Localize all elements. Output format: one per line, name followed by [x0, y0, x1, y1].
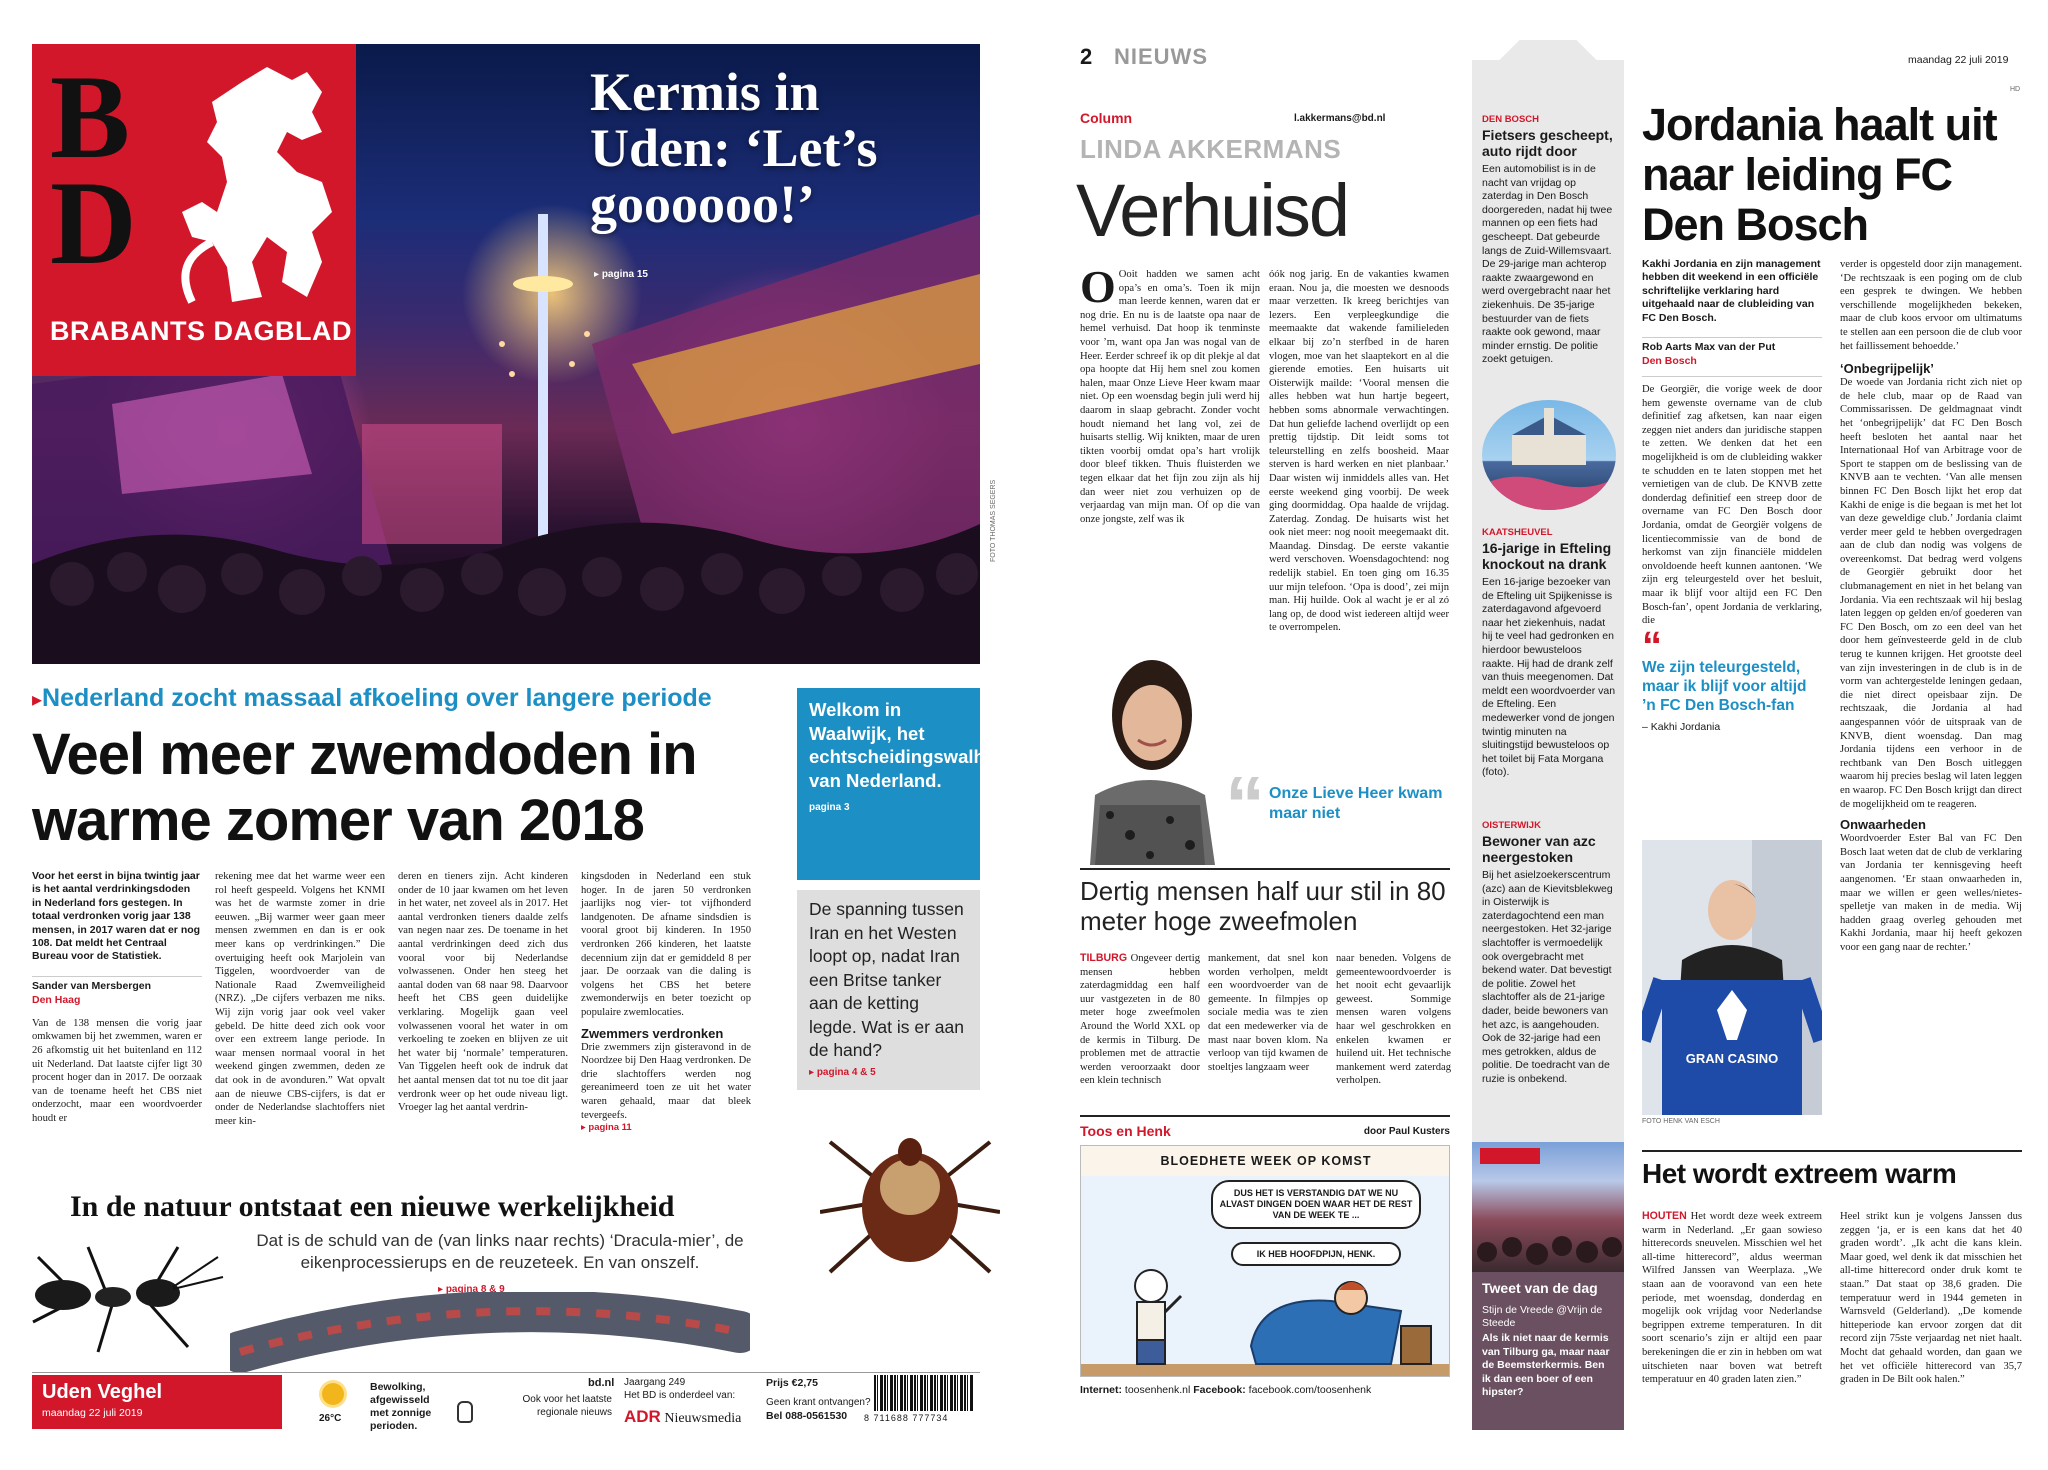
- sidebar-item-oisterwijk[interactable]: [1482, 820, 1616, 1087]
- comic-site-link[interactable]: toosenhenk.nl: [1124, 1384, 1191, 1396]
- front-article-author: Sander van Mersbergen: [32, 976, 202, 993]
- jordania-photo: [1642, 840, 1822, 1115]
- extreem-headline[interactable]: Het wordt extreem warm: [1642, 1158, 1957, 1189]
- site-sub: Ook voor het laatste regionale nieuws: [522, 1394, 612, 1418]
- site-link[interactable]: bd.nl: [588, 1377, 615, 1389]
- column-email[interactable]: l.akkermans@bd.nl: [1294, 113, 1386, 124]
- sidebar-item-denbosch[interactable]: [1482, 114, 1616, 367]
- price: Prijs €2,75: [766, 1377, 818, 1389]
- comic-header: [1080, 1115, 1450, 1141]
- promo-iran-text: De spanning tussen Iran en het Westen loopt op, nadat Iran een Britse tanker aan de ketting legde. Wat is er aan de hand?: [809, 899, 964, 1060]
- zweef-col1: TILBURG Ongeveer dertig mensen hebben zaterdagmiddag een half uur vastgezeten in de 80 meter hoge zweefmolen Around the World XXL op de kermis in Tilburg. De problemen met de attractie werden veroorzaakt door een klein technisch: [1080, 952, 1200, 1087]
- jordania-body2a: verder is opgesteld door zijn management. ‘De rechtszaak is een poging om de club een gesprek te dwingen. We hebben verschillende mogelijkheden bekeken, maar de club koos ervoor om ultimatums te stellen aan een persoon die de club voor het faillissement behoedde.’: [1840, 259, 2022, 352]
- sun-icon: [322, 1383, 344, 1405]
- tweet-text: Als ik niet naar de kermis van Tilburg ga, maar naar de Beemsterkermis. Ben ik dan een boer of een hipster?: [1482, 1332, 1610, 1398]
- weather-temp: 26°C: [319, 1413, 342, 1424]
- front-article-col3: deren en tieners zijn. Acht kinderen onder de 10 jaar kwamen om het leven in het water, net zoveel als in 2017. Het aantal verdronken tieners daalde zelfs van negen naar zes. De toename in het aantal verdrinkingen deed zich dus vooral voor bij Nederlandse volwassenen. Onder hen steeg het aantal doden van 68 naar 98. Daarvoor heeft het CBS geen duidelijke verklaring. Mogelijk gaan veel volwassenen vooral het water in om verkoeling te zoeken en blijven ze uit het water bij ‘normale’ temperaturen. Van Tiggelen heeft ook de indruk dat het aantal mensen dat tot nu toe dit jaar verdronk weer op het oude niveau ligt. Vroeger lag het aantal verdrin-: [398, 871, 568, 1114]
- sidebar-body: Bij het asielzoekerscentrum (azc) aan de Kievitsblekweg in Oisterwijk is zaterdagochtend een man neergestoken. Het 32-jarige slachtoffer is vermoedelijk ook overgebracht met bekend water. Dat bevestigt de politie. Zowel het slachtoffer als de 21-jarige dader, beide bewoners van het azc, is aangehouden. Ook de 32-jarige had een mes getrokken, aldus de politie. De toedracht van de ruzie is onbekend.: [1482, 869, 1613, 1085]
- extreem-col2: Heel strikt kun je volgens Janssen dus zeggen ‘ja, er is een kans dat het 40 graden wordt’. „Ik acht die kans klein. Maar goed, wel denk ik dat misschien het all-time hitterecord onder druk komt te staan.” Dat staat op 38,6 graden. Die temperatuur werd in 1944 gemeten in Warnsveld (Gelderland). „De komende hitteperiode kan ervoor zorgen dat dit record zijn 75ste verjaardag net niet haalt. Mocht dat gehaald worden, dan gaan we het vet officiële hitterecord van 35,7 graden in De Bilt ook halen.”: [1840, 1211, 2022, 1386]
- jordania-authors: Rob Aarts Max van der Put: [1642, 337, 1822, 354]
- lion-emblem: [172, 62, 342, 312]
- page-number: 2: [1080, 44, 1093, 69]
- front-article-ref[interactable]: ▸ pagina 11: [581, 1122, 632, 1134]
- hand-icon: [457, 1401, 473, 1423]
- jordania-quote-mark: “: [1642, 623, 1662, 668]
- front-article-col2: rekening mee dat het warme weer een rol heeft gespeeld. Volgens het KNMI was het de warmste zomer in drie eeuwen. „Bij warmer weer gaan meer mensen zwemmen en dan is er ook meer kans op verdrinkingen.” Die overtuiging heeft ook Marjolein van Tiggelen, woordvoerder van de Nationale Raad Zwemveiligheid (NRZ). „De cijfers verbazen me niks. Wij zijn vorig jaar ook veel vaker gebeld. De hitte deed zich ook voor over een extreem lange periode. In waar mensen normaal vooral in het weekend gingen zwemmen, deden ze dat ook in de avonduren.” Wat opvalt aan de nieuwe CBS-cijfers, is dat er onder de Nederlandse slachtoffers niet meer kin-: [215, 871, 385, 1127]
- barcode-number: 8 711688 777734: [864, 1413, 949, 1423]
- extreem-col1: HOUTEN Het wordt deze week extreem warm in Nederland. „Er gaan sowieso hitterecords sneuvelen. Misschien wel het all-time hitterecord”, aldus weerman Wilfred Janssen van Weerplaza. „We staan aan de vooravond van een hete periode, met woensdag, donderdag en mogelijk ook vrijdag voor Nederlandse begrippen extreme temperaturen. In dit soort scenario’s zijn er altijd een paar berekeningen die er zin in hebben om wat uitschieten naar boven wat betreft temperatuur en 40 graden laten zien.”: [1642, 1210, 1822, 1386]
- zweef-headline[interactable]: Dertig mensen half uur stil in 80 meter hoge zweefmolen: [1080, 876, 1446, 936]
- jordania-quote-by: – Kakhi Jordania: [1642, 720, 1721, 733]
- edition-date: maandag 22 juli 2019: [42, 1407, 143, 1419]
- front-article-body1: Van de 138 mensen die vorig jaar omkwamen bij het zwemmen, waren er 26 afkomstig uit het buitenland en 112 uit Nederland. Dat laatste cijfer ligt 30 procent hoger dan in 2017. De oorzaak van de toename heeft het CBS niet onderzocht, maar een woordvoerder houdt er: [32, 1017, 202, 1124]
- front-article-lead: Voor het eerst in bijna twintig jaar is het aantal verdrinkingsdoden in Nederland fors gestegen. In totaal verdronken vorig jaar 138 mensen, in 2017 waren dat er nog 108. Dat meldt het Centraal Bureau voor de Statistiek.: [32, 870, 201, 963]
- sidebar-body: Een automobilist is in de nacht van vrijdag op zaterdag in Den Bosch doorgereden, nadat hij twee mannen op een fiets had gescheept. Dat gebeurde langs de Zuid-Willemsvaart. De 29-jarige man achterop raakte zwaargewond en werd overgebracht naar het ziekenhuis. De 35-jarige bestuurder van de fiets raakte ook gewond, maar minder ernstig. De politie zoekt getuigen.: [1482, 163, 1613, 366]
- sidebar-headline: Fietsers gescheept, auto rijdt door: [1482, 127, 1613, 159]
- column-title: Verhuisd: [1076, 169, 1348, 252]
- tweet-photo: [1472, 1142, 1624, 1272]
- tweet-box[interactable]: [1472, 1142, 1624, 1430]
- promo-waalwijk-text: Welkom in Waalwijk, het echtscheidingswalhalla van Nederland. pagina 3: [809, 699, 1016, 813]
- promo-waalwijk-ref: pagina 3: [809, 802, 850, 813]
- masthead-letters: BD: [50, 50, 137, 289]
- sidebar-item-kaatsheuvel[interactable]: [1482, 527, 1616, 780]
- comic-bubble2: IK HEB HOOFDPIJN, HENK.: [1231, 1242, 1401, 1266]
- adr-logo: ADR Nieuwsmedia: [624, 1407, 742, 1426]
- jaargang: Jaargang 249: [624, 1377, 686, 1388]
- nature-title[interactable]: In de natuur ontstaat een nieuwe werkelijkheid: [70, 1190, 675, 1223]
- comic-name: Toos en Henk: [1080, 1123, 1171, 1139]
- jordania-subhead1: ‘Onbegrijpelijk’: [1840, 361, 1934, 377]
- drop-cap: O: [1080, 261, 1116, 312]
- delivery-phone[interactable]: Bel 088-0561530: [766, 1410, 848, 1422]
- delivery-note: Geen krant ontvangen?: [766, 1397, 871, 1408]
- edition-name: Uden Veghel: [42, 1381, 163, 1403]
- weather-text: Bewolking, afgewisseld met zonnige perioden.: [370, 1381, 432, 1432]
- jordania-quote: We zijn teleurgesteld, maar ik blijf voor altijd ’n FC Den Bosch-fan: [1642, 658, 1807, 714]
- front-article-location: Den Haag: [32, 993, 81, 1006]
- comic-footer: Internet: toosenhenk.nl Facebook: facebook.com/toosenhenk: [1080, 1384, 1372, 1396]
- sidebar-photo-efteling: [1482, 400, 1616, 510]
- page-date: maandag 22 juli 2019: [1908, 54, 2009, 66]
- front-headline[interactable]: Veel meer zwemdoden in warme zomer van 2018: [32, 722, 697, 853]
- page-section: NIEUWS: [1114, 44, 1208, 69]
- caterpillar-image: [230, 1292, 750, 1372]
- zweef-col3: naar beneden. Volgens de gemeentewoordvoerder is het nooit echt gevaarlijk geweest. Sommige mensen waren volgens haar wel geschrokken en enkelen kwamen er huilend uit. Het technische mankement werd zaterdag verholpen.: [1336, 953, 1451, 1087]
- front-article-col1: [32, 870, 202, 1126]
- barcode: [874, 1375, 974, 1411]
- hero-page-ref[interactable]: ▸ pagina 15: [594, 269, 648, 280]
- hero-photo-credit: FOTO THOMAS SEGERS: [990, 479, 997, 562]
- nature-subtitle: Dat is de schuld van de (van links naar rechts) ‘Dracula-mier’, de eikenprocessierups en de reuzeteek. En van onszelf.: [256, 1231, 744, 1272]
- jordania-body2b: De woede van Jordania richt zich niet op de hele club, maar op de Raad van Commissarissen. De geldmagnaat vindt het ‘onbegrijpelijk’ dat FC Den Bosch heeft besloten het aantal naar het Internationaal Hof van Arbitrage voor de Sport te stappen om de beslissing van de KNVB aan te vechten. ‘Van alle mensen binnen FC Den Bosch lijkt het erop dat Kakhi de enige is die begaan is met het lot van deze geweldige club.’ Jordania claimt verder meer geld te hebben overgedragen aan de club dan nodig was volgens de overeenkomst. Dat bedrag werd volgens de Georgiër gebruikt door het clubmanagement en niet in het belang van Jordania. Via een rechtszaak wil hij beslag laten leggen op gelden en/of goederen van FC Den Bosch, om zo een deel van het door hem geïnvesteerde geld in de club terug te kunnen krijgen. Het grootste deel van zijn investeringen in de club is in de vorm van achtergestelde leningen gedaan, die niet direct opeisbaar zijn. De rechtszaak, die Jordania al had aangespannen vóór de uitspraak van de KNVB, dient woensdag. Dan mag Jordania tijdens een verhoor in de rechtbank van Den Bosch uitleggen waarom hij precies beslag wil laten leggen en waarop. FC Den Bosch krijgt dan direct de mogelijkheid om te reageren.: [1840, 377, 2022, 810]
- edition-box[interactable]: [32, 1375, 282, 1429]
- jordania-shirt-text: GRAN CASINO: [1685, 1051, 1779, 1066]
- column-divider: [1080, 868, 1450, 870]
- jordania-lead: Kakhi Jordania en zijn management hebben dit weekend in een officiële schriftelijke verklaring hard uitgehaald naar de clubleiding van FC Den Bosch.: [1642, 258, 1821, 324]
- front-footer: [32, 1372, 980, 1430]
- masthead-name: BRABANTS DAGBLAD: [50, 316, 352, 346]
- column-author: LINDA AKKERMANS: [1080, 134, 1342, 164]
- news-sidebar: [1472, 40, 1624, 1430]
- column-quote: Onze Lieve Heer kwam maar niet: [1269, 785, 1443, 822]
- jordania-headline[interactable]: Jordania haalt uit naar leiding FC Den Bosch: [1642, 99, 1997, 250]
- adr-note: Het BD is onderdeel van:: [624, 1390, 736, 1401]
- comic-strip: [1080, 1145, 1450, 1377]
- front-kicker[interactable]: ▸Nederland zocht massaal afkoeling over langere periode: [32, 684, 712, 712]
- tweet-label: Tweet van de dag: [1482, 1280, 1598, 1296]
- front-article-body4: kingsdoden in Nederland een stuk hoger. In de jaren 50 verdronken jaarlijks nog vier- tot vijfhonderd landgenoten. De afname sindsdien is vooral groot bij kinderen. In 1950 verdronken 266 kinderen, het laatste decennium zijn dat er gemiddeld 8 per jaar. De oorzaak van die daling is volgens het CBS het betere zwemonderwijs en beter toezicht op populaire zwemlocaties.: [581, 871, 751, 1018]
- page-two: [1070, 40, 2030, 1440]
- column-label: Column: [1080, 110, 1133, 126]
- jordania-col1: [1642, 258, 1822, 733]
- front-article-sub-body: Drie zwemmers zijn gisteravond in de Noordzee bij Den Haag verdronken. De drie slachtoffers werden nog gereanimeerd toen ze uit het water waren gehaald, maar dat bleek tevergeefs.: [581, 1041, 751, 1121]
- ant-image: [18, 1227, 228, 1357]
- sidebar-top-notch: [1472, 40, 1624, 60]
- jordania-location: Den Bosch: [1642, 355, 1697, 368]
- comic-drawing: [1081, 1256, 1450, 1377]
- sidebar-kicker: OISTERWIJK: [1482, 820, 1541, 831]
- comic-title: BLOEDHETE WEEK OP KOMST: [1160, 1154, 1372, 1168]
- comic-author: door Paul Kusters: [1363, 1126, 1450, 1137]
- column-body2: óók nog jarig. En de vakanties kwamen eraan. Nou ja, die moesten we desnoods maar verzetten. Ik kreeg berichtjes van lezers. Een verpleegkundige die meemaakte dat wakende familieleden elkaar bij zo’n sterfbed in de haren vlogen, moe van het slaaptekort en al die gierende emoties. Een huisarts uit Oisterwijk mailde: ‘Vooral mensen die alles hebben wat hun hartje begeert, hebben soms abnormale verwachtingen. Dat hun geliefde lachend overlijdt op een prettig tijdstip. Dit leidt soms tot teleurstelling en zelfs boosheid. Maar sterven is hard werken en niet planbaar.’ Daar wisten wij inmiddels alles van. Het eerste weekend ging voorbij. De week ging doormiddag. Opa haalde de vrijdag. Zaterdag. Zondag. De huisarts wist het ook niet meer: nog nooit meegemaakt dit. Maandag. Dinsdag. De eerste vakantie werd verschoven. Woensdagochtend: nog redelijk stabiel. En toen ging om 16.35 uur mijn telefoon. ‘Opa is dood’, zei mijn man. Hij huilde. Ook al wacht je er al zó lang op, de dood wist iedereen altijd weer te overrompelen.: [1269, 269, 1449, 634]
- column-quote-mark: “: [1225, 760, 1265, 849]
- front-page: [30, 42, 1016, 1432]
- promo-iran[interactable]: [797, 890, 980, 1090]
- column-body1: O Ooit hadden we samen acht opa’s en oma’s. Toen ik mijn man leerde kennen, waren dat er nog drie. En nu is de laatste opa naar de hemel verhuisd. Dat hoop ik tenminste voor ’m, want opa Jan was nogal van de Heer. Eerder schreef ik op dit plekje al dat opa hoopte dat Hij hem snel zou komen halen, maar Onze Lieve Heer kwam maar niet. Op een woensdag begin juli werd hij daarom in slaap gebracht. Zonder vocht houdt niemand het lang vol, zei de huisarts stellig. Wij knikten, maar de uren tikten voorbij omdat opa’s hart vrolijk door bleef tikken. Thuis fluisterden we tegen elkaar dat het fijn zou zijn als hij dan weer niet zou verhuizen op de verjaardag van mijn man. Of op die van onze jongste, zelf was ik: [1080, 261, 1260, 525]
- columnist-photo: [1080, 615, 1220, 865]
- jordania-body2c: Woordvoerder Ester Bal van FC Den Bosch laat weten dat de club de verklaring van Jordania ter kennisgeving heeft aangenomen. ‘Er staan onwaarheden in, maar we willen er geen welles/nietes-spelletje van maken in de media. Wij hadden graag overleg gehouden met Kakhi Jordania, maar hij heeft gekozen voor een gang naar de rechter.’: [1840, 833, 2022, 953]
- masthead-logo[interactable]: [32, 44, 356, 376]
- front-article-subhead: Zwemmers verdronken: [581, 1025, 724, 1041]
- tweet-author: Stijn de Vreede @Vrijn de Steede: [1482, 1304, 1603, 1329]
- promo-waalwijk[interactable]: [797, 688, 1016, 880]
- page-code: HD: [2010, 86, 2021, 93]
- comic-bubble1: DUS HET IS VERSTANDIG DAT WE NU ALVAST DINGEN DOEN WAAR HET DE REST VAN DE WEEK TE ...: [1211, 1180, 1421, 1229]
- tick-image: [820, 1112, 1000, 1312]
- zweef-col2: mankement, dat snel kon worden verholpen, meldt een woordvoerder van de gemeente. In filmpjes op sociale media was te zien dat een medewerker via de mast naar boven klom. Na verloop van tijd kwamen de stoeltjes langzaam weer: [1208, 953, 1328, 1073]
- hero-title[interactable]: Kermis in Uden: ‘Let’s goooooo!’: [590, 62, 878, 234]
- sidebar-kicker: KAATSHEUVEL: [1482, 527, 1553, 538]
- extreem-divider: [1642, 1150, 2022, 1152]
- sidebar-headline: Bewoner van azc neergestoken: [1482, 833, 1596, 865]
- front-article-col4: [581, 870, 751, 1133]
- jordania-subhead2: Onwaarheden: [1840, 817, 1926, 833]
- jordania-photo-credit: FOTO HENK VAN ESCH: [1642, 1118, 1720, 1125]
- sidebar-kicker: DEN BOSCH: [1482, 114, 1540, 125]
- jordania-body1: De Georgiër, die vorige week de door hem gewenste overname van de club definitief zag afketsen, kan naar eigen zeggen niet anders dan juridische stappen te zetten. We denken dat het een mogelijkheid is om de clubleiding wakker te schudden en te laten stoppen met het vernietigen van de club. De KNVB zette donderdag definitief een streep door de overname van FC Den Bosch door Jordania, omdat de Georgiër volgens de licentiecommissie van de bond de herkomst van zijn financiële middelen onvoldoende heeft kunnen aantonen. ‘We zijn erg teleurgesteld over het besluit, maar ik blijf voor altijd een FC Den Bosch-fan’, opent Jordania de verklaring, die: [1642, 376, 1822, 628]
- jordania-col2: [1840, 258, 2022, 955]
- sidebar-headline: 16-jarige in Efteling knockout na drank: [1482, 540, 1612, 572]
- promo-iran-ref: ▸ pagina 4 & 5: [809, 1066, 876, 1078]
- comic-facebook-link[interactable]: facebook.com/toosenhenk: [1248, 1384, 1372, 1396]
- nature-page-ref[interactable]: ▸ pagina 8 & 9: [438, 1284, 505, 1295]
- sidebar-body: Een 16-jarige bezoeker van de Efteling uit Spijkenisse is zaterdagavond afgevoerd naar het ziekenhuis, nadat hij te veel had gedronken en hierdoor bewusteloos raakte. Hij had de drank zelf van thuis meegenomen. Dat meldt een woordvoerder van de Efteling. Een medewerker vond de jongen twintig minuten na sluitingstijd bewusteloos op het toilet bij Fata Morgana (foto).: [1482, 576, 1616, 779]
